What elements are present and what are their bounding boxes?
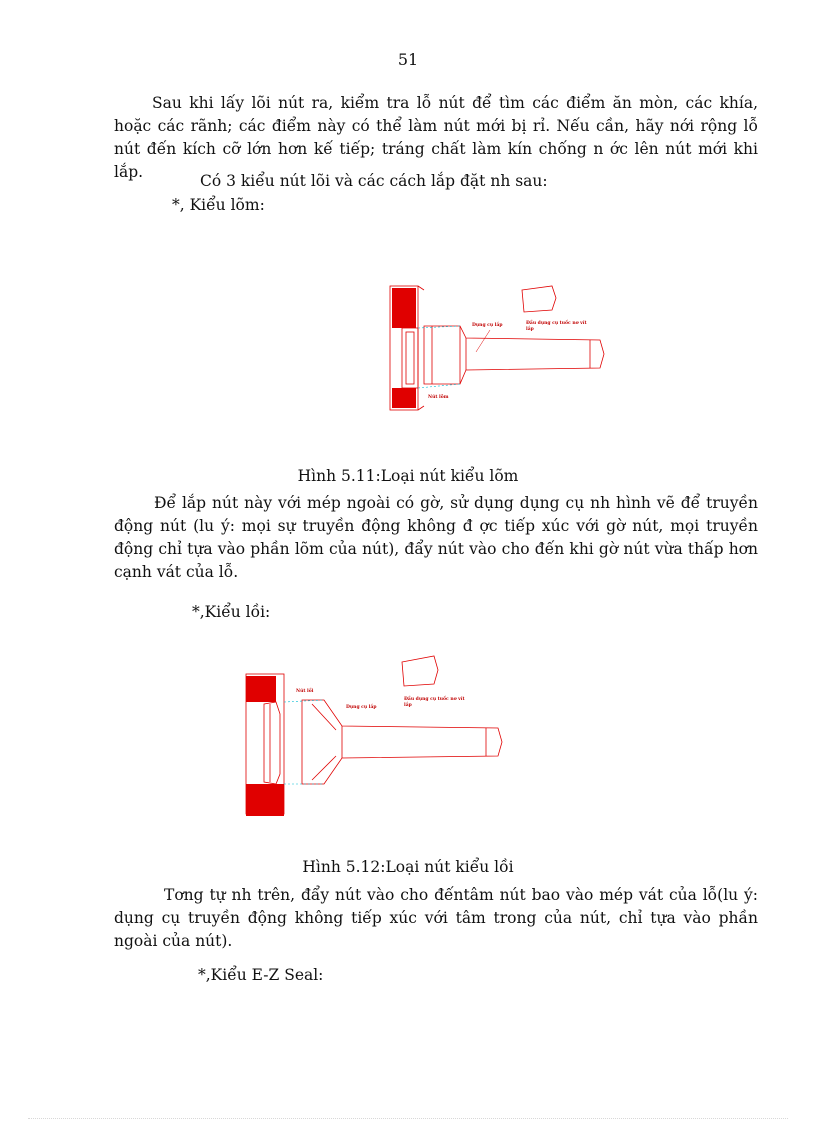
figure1-caption: Hình 5.11:Loại nút kiểu lõm: [297, 467, 519, 485]
fig1-label-plug: Nút lõm: [428, 395, 449, 400]
paragraph-convex-install: Tơng tự nh trên, đẩy nút vào cho đếntâm nút bao vào mép vát của lỗ(lu ý: dụng cụ truyền động không tiếp xúc với tâm trong của nút, chỉ tựa vào phần ngoài của nút).: [114, 886, 758, 950]
heading-ez-seal-type: *,Kiểu E-Z Seal:: [198, 966, 324, 984]
types-intro-line: Có 3 kiểu nút lõi và các cách lắp đặt nh sau:: [200, 172, 548, 190]
figure-convex-plug: [236, 650, 526, 820]
wall-upper-fill: [392, 288, 416, 328]
paragraph-inspection: Sau khi lấy lõi nút ra, kiểm tra lỗ nút để tìm các điểm ăn mòn, các khía, hoặc các rãnh; các điểm này có thể làm nút mới bị rỉ. Nếu cần, hãy nới rộng lỗ nút đến kích cỡ lớn hơn kế tiếp; tráng chất làm kín chống n ớc lên nút mới khi lắp.: [114, 94, 758, 181]
fig2-label-bit-2: lắp: [404, 703, 412, 708]
fig2-label-plug: Nút lồi: [296, 689, 314, 694]
fig1-label-bit-2: lắp: [526, 327, 534, 332]
figure2-caption: Hình 5.12:Loại nút kiểu lồi: [302, 858, 514, 876]
fig1-label-bit: Đầu dụng cụ tuốc nơ vít: [526, 321, 587, 326]
wall-lower-fill: [392, 388, 416, 408]
wall2-upper-fill: [246, 676, 276, 702]
fig1-label-tool: Dụng cụ lắp: [472, 323, 503, 328]
fig2-label-bit: Đầu dụng cụ tuốc nơ vít: [404, 697, 465, 702]
heading-concave-type: *, Kiểu lõm:: [172, 196, 265, 214]
fig2-label-tool: Dụng cụ lắp: [346, 705, 377, 710]
figure-concave-plug: [380, 280, 620, 420]
paragraph-concave-install: Để lắp nút này với mép ngoài có gờ, sử dụng dụng cụ nh hình vẽ để truyền động nút (lu ý: mọi sự truyền động không đ ợc tiếp xúc với gờ nút, mọi truyền động chỉ tựa vào phần lõm của nút), đẩy nút vào cho đến khi gờ nút vừa thấp hơn cạnh vát của lỗ.: [114, 494, 758, 581]
heading-convex-type: *,Kiểu lồi:: [192, 603, 271, 621]
page-number: 51: [397, 50, 419, 69]
footer-rule: [28, 1118, 788, 1119]
wall2-lower-fill: [246, 784, 284, 816]
